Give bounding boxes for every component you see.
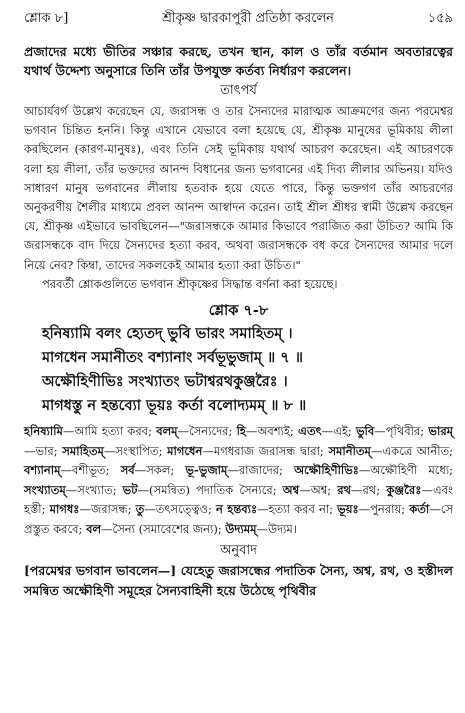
purport-paragraph-1: আচার্যবর্গ উল্লেখ করেছেন যে, জরাসন্ধ ও তার সৈন্যদের মারাত্মক আক্রমণের জন্য পরমেশ্বর ভগবান চিন্তিত হননি। কিন্তু এখানে যেভাবে বলা হয়েছে যে, শ্রীকৃষ্ণ মানুষের ভূমিকায় লীলা করছিলেন (কারণ-মানুষঃ), এবং তিনি সেই ভূমিকায় যথার্থ আচরণ করেছেন। এই আচরণকে বলা হয় লীলা, তাঁর ভক্তদের আনন্দ বিধানের জন্য ভগবানের এই দিব্য লীলার অভিনয়। যদিও সাধারণ মানুষ ভগবানের লীলায় হতবাক হয়ে যেতে পারে, কিন্তু ভক্তগণ তাঁর আচরণের অনুকরণীয় শৈলীর মাধ্যমে প্রবল আনন্দ আস্বাদন করেন। তাই শ্রীল শ্রীধর স্বামী উল্লেখ করছেন যে, শ্রীকৃষ্ণ এইভাবে ভাবছিলেন—"জরাসন্ধকে আমার কিভাবে পরাজিত করা উচিত? আমি কি জরাসন্ধকে বাদ দিয়ে সৈন্যদের হত্যা করব, অথবা জরাসন্ধকে বধ করে সৈন্যদের আমার দলে নিয়ে নেব? কিম্বা, তাদের সকলকেই আমার হত্যা করা উচিত।" [24, 104, 453, 272]
synonym-word: সংখ্যাতম্ [24, 482, 66, 497]
synonym-word: অশ্ব [282, 482, 300, 497]
synonym-meaning: —রথ; [350, 482, 387, 497]
synonym-word: হি [236, 424, 246, 439]
synonym-meaning: —পুনরায়; [358, 502, 410, 517]
verse-line: মাগধস্তু ন হন্তব্যো ভূয়ঃ কর্তা বলোদ্যমম্ ॥ ৮ ॥ [42, 397, 307, 415]
synonym-word: সর্ব [120, 463, 135, 478]
purport-paragraph-2: পরবর্তী শ্লোকগুলিতে ভগবান শ্রীকৃষ্ণের সিদ্ধান্ত বর্ণনা করা হয়েছে। [42, 276, 338, 291]
synonym-meaning: —ভার; [24, 443, 63, 458]
synonym-word: রথ [337, 482, 351, 497]
synonym-meaning: —এবং হস্তী; [24, 482, 454, 517]
synonym-meaning: —সকল; [134, 463, 186, 478]
synonym-word: ভূ-ভুজাম্ [185, 463, 228, 478]
synonym-meaning: —অশ্ব; [299, 482, 338, 497]
synonym-word: ভুবি [355, 424, 375, 439]
synonym-word: ভারম্ [428, 424, 454, 439]
synonym-word: এতৎ [298, 424, 322, 439]
translation-paragraph: [পরমেশ্বর ভগবান ভাবলেন—] যেহেতু জরাসন্ধের পদাতিক সৈন্য, অশ্ব, রথ, ও হস্তীদল সমন্বিত অক্ষৌহিণী সমূহের সৈন্যবাহিনী হয়ে উঠেছে পৃথিবীর [24, 563, 453, 599]
synonym-meaning: —এই; [321, 424, 356, 439]
synonym-meaning: —বশীভূত; [60, 463, 121, 478]
intro-paragraph: প্রজাদের মধ্যে ভীতির সঞ্চার করছে, তখন স্থান, কাল ও তাঁর বর্তমান অবতারত্বের যথার্থ উদ্দেশ্য অনুসারে তিনি তাঁর উপযুক্ত কর্তব্য নির্ধারণ করলেন। [24, 44, 453, 78]
synonym-word: কর্তা [409, 502, 430, 517]
synonym-meaning: —মগধরাজ জরাসন্ধ দ্বারা; [202, 443, 329, 458]
synonym-meaning: —সৈন্যদের; [177, 424, 237, 439]
synonym-word: ন হন্তব্যঃ [215, 502, 258, 517]
verse-line: মাগধেন সমানীতং বশ্যানাং সর্বভূভুজাম্ ॥ ৭ ॥ [42, 349, 303, 367]
verse-title: শ্লোক ৭-৮ [208, 302, 269, 320]
purport-heading: তাৎপর্য [220, 83, 257, 98]
running-header [24, 10, 453, 28]
synonym-meaning: —(সমন্বিত) পদাতিক সৈন্যরে; [137, 482, 283, 497]
synonym-word: উদ্যমম্ [225, 521, 257, 536]
synonym-meaning: —সৈন্য (সমাবেশের জন্য); [101, 521, 226, 536]
synonym-meaning: —তৎসত্ত্বেও; [144, 502, 216, 517]
verse-line: হনিষ্যামি বলং হ্যেতদ্ ভুবি ভারং সমাহিতম্ । [42, 325, 293, 343]
synonym-meaning: —একত্রে আনীত; [370, 443, 454, 458]
synonym-word: অক্ষৌহিণীভিঃ [294, 463, 359, 478]
synonyms-paragraph [24, 422, 453, 539]
synonym-meaning: —রাজাদের; [227, 463, 295, 478]
header-chapter-title: শ্রীকৃষ্ণ দ্বারকাপুরী প্রতিষ্ঠা করলেন [162, 11, 334, 26]
synonym-meaning: —আমি হত্যা করব; [62, 424, 157, 439]
verse-block [24, 322, 453, 418]
header-verse-ref: শ্লোক ৮] [24, 11, 69, 26]
synonym-meaning: —উদ্যম। [256, 521, 297, 536]
synonym-word: তু [135, 502, 145, 517]
verse-line: অক্ষৌহিণীভিঃ সংখ্যাতং ভটাশ্বরথকুঞ্জরৈঃ । [42, 373, 288, 391]
synonym-meaning: —সংস্থাপিত; [103, 443, 168, 458]
synonym-meaning: —সে প্রস্তুত করবে; [24, 502, 453, 536]
translation-heading: অনুবাদ [220, 543, 257, 559]
synonym-word: হনিষ্যামি [24, 424, 63, 439]
synonym-word: কুঞ্জরৈঃ [386, 482, 422, 497]
synonym-meaning: —অক্ষৌহিণী মধ্যে; [358, 463, 453, 478]
synonym-word: সমাহিতম্ [62, 443, 104, 458]
synonym-word: বলম্ [156, 424, 178, 439]
synonym-meaning: —হত্যা করব না; [257, 502, 338, 517]
header-page-number: ১৫৯ [427, 11, 453, 26]
synonym-word: বশ্যানাম্ [24, 463, 61, 478]
synonym-word: ভট [122, 482, 138, 497]
synonym-word: মাগধঃ [49, 502, 80, 517]
synonym-word: সমানীতম্ [328, 443, 371, 458]
synonym-word: ভূয়ঃ [337, 502, 359, 517]
synonym-word: বল [86, 521, 102, 536]
synonym-meaning: —সংখ্যাত; [65, 482, 123, 497]
synonym-meaning: —পৃথিবীর; [374, 424, 429, 439]
synonym-word: মাগধেন [167, 443, 203, 458]
synonym-meaning: —অবশ্যই; [245, 424, 299, 439]
synonym-meaning: —জরাসন্ধ; [79, 502, 136, 517]
